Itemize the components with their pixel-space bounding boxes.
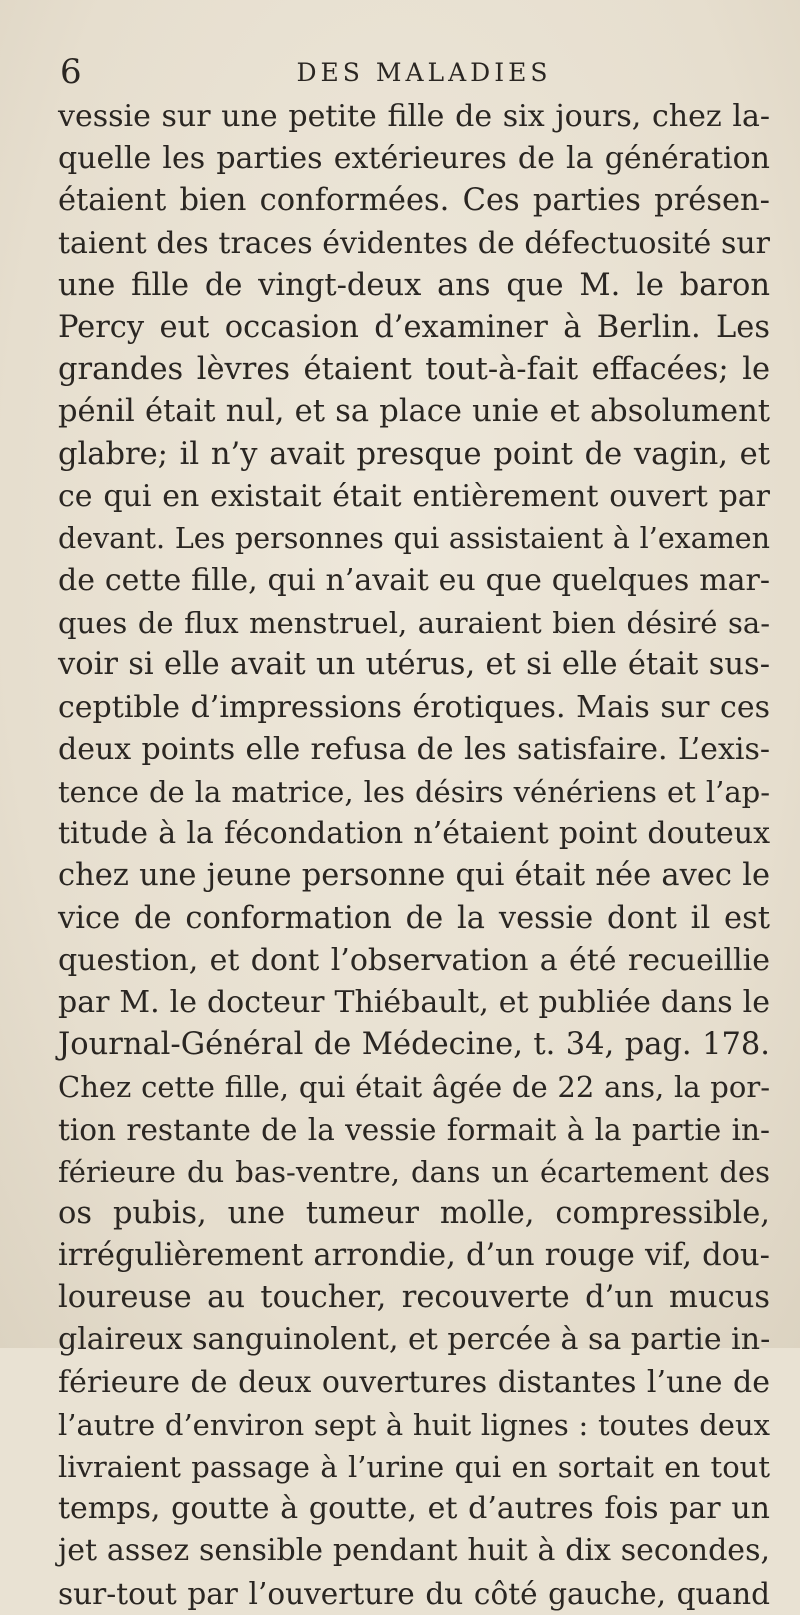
text-line: ce qui en existait était entièrement ouvert par (58, 478, 770, 514)
text-line: vice de conformation de la vessie dont il est (58, 900, 770, 936)
text-line: l’autre d’environ sept à huit lignes : toutes deux (58, 1407, 770, 1442)
text-line: irrégulièrement arrondie, d’un rouge vif, dou- (58, 1238, 770, 1274)
text-line: grandes lèvres étaient tout-à-fait effacées; le (58, 352, 770, 388)
text-line: glaireux sanguinolent, et percée à sa partie in- (58, 1322, 771, 1358)
text-line: taient des traces évidentes de défectuosité sur (58, 225, 770, 261)
text-line: Journal-Général de Médecine, t. 34, pag. 178. (58, 1027, 770, 1063)
text-line: jet assez sensible pendant huit à dix secondes, (58, 1533, 770, 1569)
text-line: férieure de deux ouvertures distantes l’une de (58, 1364, 770, 1400)
running-head: DES MALADIES (296, 58, 552, 87)
text-line: Percy eut occasion d’examiner à Berlin. Les (58, 309, 770, 345)
text-line: une fille de vingt-deux ans que M. le baron (58, 267, 770, 303)
page-header (58, 52, 770, 92)
text-line: férieure du bas-ventre, dans un écartement des (58, 1154, 770, 1189)
text-line: ceptible d’impressions érotiques. Mais sur ces (58, 689, 770, 725)
text-line: voir si elle avait un utérus, et si elle était sus- (58, 647, 770, 683)
text-line: chez une jeune personne qui était née avec le (58, 858, 770, 894)
text-line: tence de la matrice, les désirs vénériens et l’ap- (58, 775, 770, 809)
text-line: vessie sur une petite fille de six jours, chez la- (58, 99, 770, 134)
text-line: tion restante de la vessie formait à la partie in- (58, 1112, 770, 1147)
text-line: loureuse au toucher, recouverte d’un mucus (58, 1280, 770, 1316)
page-number: 6 (60, 52, 82, 92)
text-line: par M. le docteur Thiébault, et publiée dans le (58, 984, 770, 1020)
text-line: glabre; il n’y avait presque point de vagin, et (58, 436, 770, 472)
text-line: de cette fille, qui n’avait eu que quelques mar- (58, 563, 770, 599)
text-line: question, et dont l’observation a été recueillie (58, 942, 770, 978)
text-line: livraient passage à l’urine qui en sortait en tout (58, 1450, 770, 1484)
body-text (58, 96, 770, 1615)
text-line: devant. Les personnes qui assistaient à l’examen (58, 521, 770, 555)
text-line: quelle les parties extérieures de la génération (58, 141, 770, 177)
text-line: temps, goutte à goutte, et d’autres fois par un (58, 1491, 770, 1527)
text-line: étaient bien conformées. Ces parties présen- (58, 183, 770, 219)
text-line: ques de flux menstruel, auraient bien désiré sa- (58, 606, 770, 641)
text-line: Chez cette fille, qui était âgée de 22 ans, la por- (58, 1070, 770, 1105)
text-line: deux points elle refusa de les satisfaire. L’exis- (58, 731, 770, 767)
text-line: pénil était nul, et sa place unie et absolument (58, 394, 770, 430)
text-line: titude à la fécondation n’étaient point douteux (58, 816, 770, 852)
text-line: sur-tout par l’ouverture du côté gauche, quand (58, 1576, 770, 1611)
text-line: os pubis, une tumeur molle, compressible, (58, 1195, 770, 1231)
